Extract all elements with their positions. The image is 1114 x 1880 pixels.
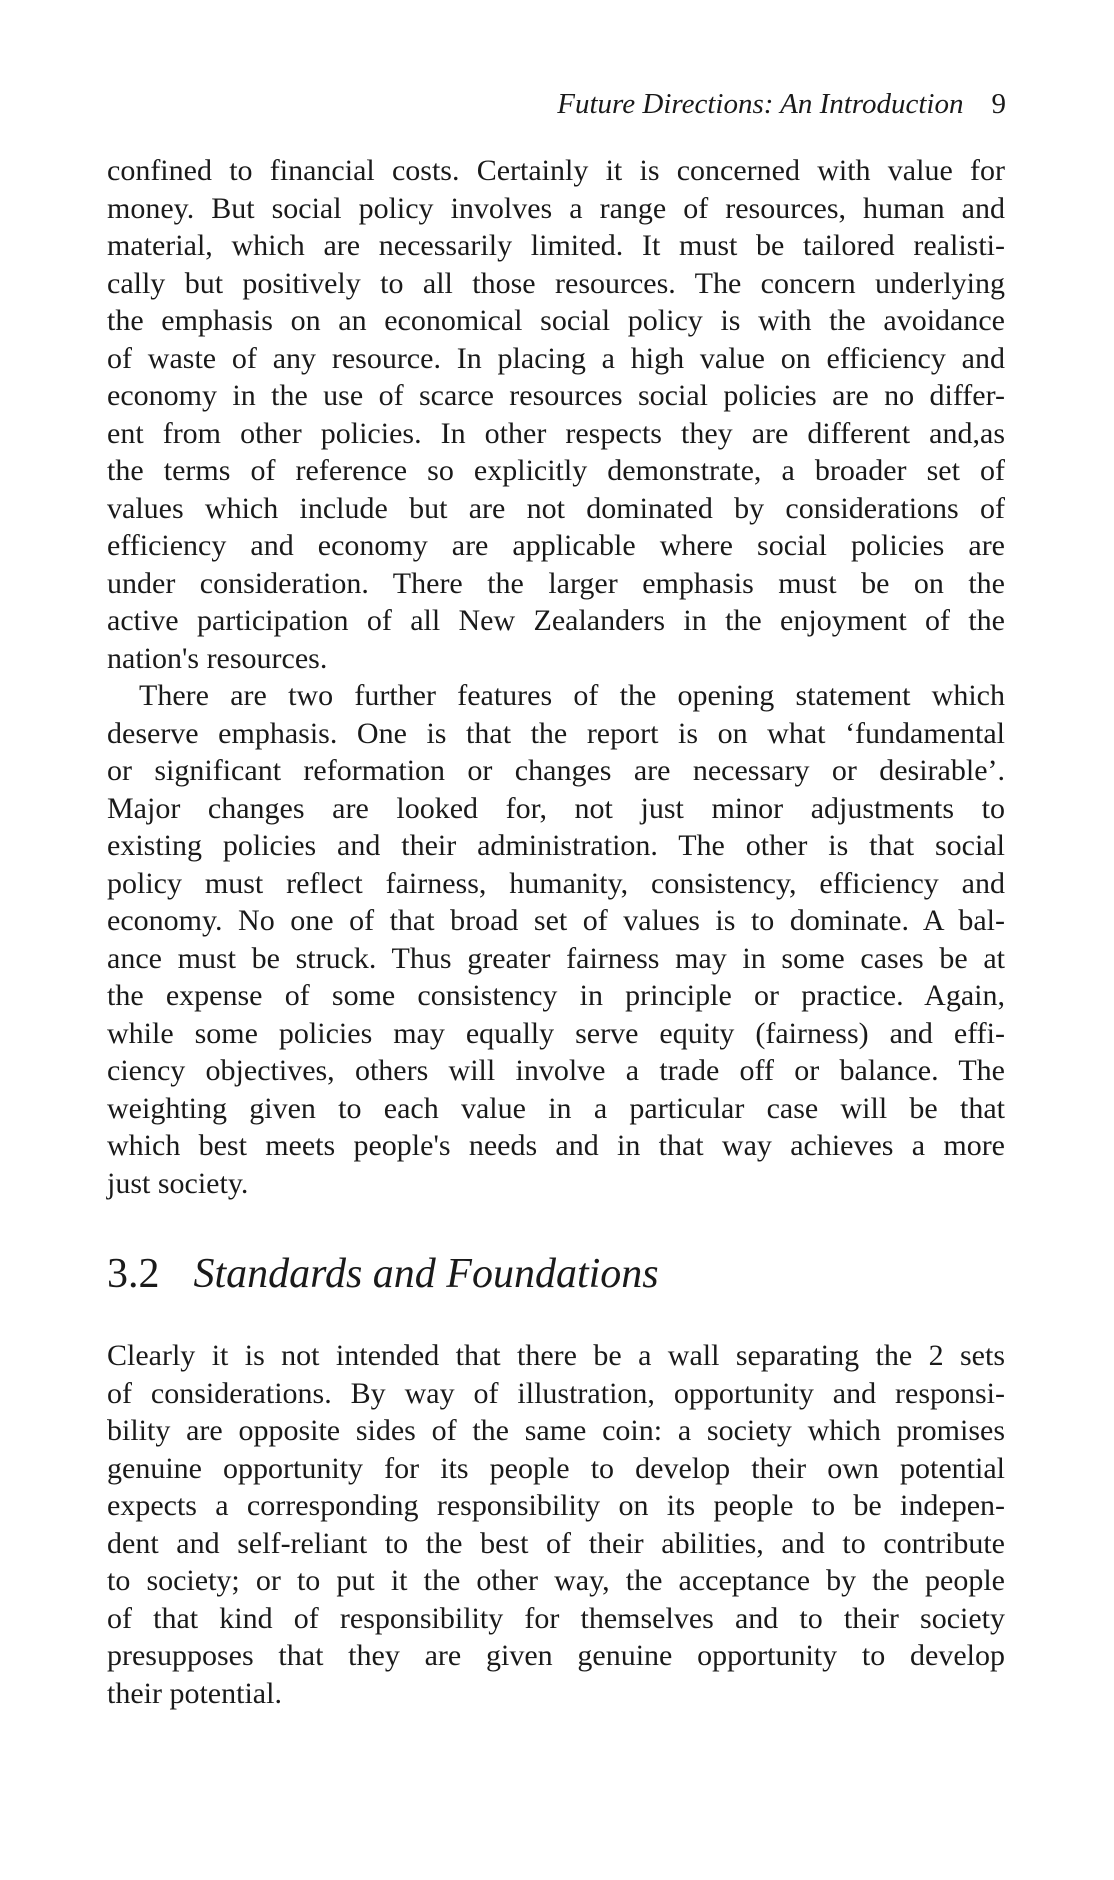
text-line: to society; or to put it the other way, the acceptance by the people [107,1564,1005,1597]
text-line: genuine opportunity for its people to develop their own potential [107,1451,1005,1485]
text-line: There are two further features of the opening statement which [139,679,1005,712]
text-line: nation's resources. [107,641,328,675]
text-line: their potential. [107,1676,282,1710]
running-title: Future Directions: An Introduction [557,88,964,120]
text-line: cally but positively to all those resources. The concern underlying [107,266,1005,300]
text-line: existing policies and their administration. The other is that social [107,829,1005,862]
paragraph-1 [107,152,1005,677]
section-heading [107,1250,659,1298]
section-paragraph [107,1337,1005,1712]
text-line: under consideration. There the larger emphasis must be on the [107,566,1005,600]
text-line: ciency objectives, others will involve a trade off or balance. The [107,1054,1005,1087]
section-number: 3.2 [107,1251,160,1297]
running-header [557,88,1006,121]
text-line: the emphasis on an economical social policy is with the avoidance [107,304,1005,337]
text-line: bility are opposite sides of the same coin: a society which promises [107,1414,1005,1447]
text-line: economy. No one of that broad set of values is to dominate. A bal- [107,904,1005,937]
text-line: which best meets people's needs and in that way achieves a more [107,1129,1005,1162]
text-line: ance must be struck. Thus greater fairness may in some cases be at [107,941,1005,975]
text-line: the terms of reference so explicitly demonstrate, a broader set of [107,454,1005,487]
text-line: values which include but are not dominated by considerations of [107,491,1005,525]
text-line: ent from other policies. In other respects they are different and,as [107,416,1005,450]
text-line: policy must reflect fairness, humanity, consistency, efficiency and [107,866,1005,900]
text-line: of waste of any resource. In placing a high value on efficiency and [107,341,1005,375]
section-title: Standards and Foundations [193,1251,659,1297]
text-line: money. But social policy involves a range of resources, human and [107,191,1005,225]
page-number: 9 [991,88,1006,120]
paragraph-2 [107,677,1005,1202]
text-line: or significant reformation or changes are necessary or desirable’. [107,754,1005,787]
text-line: deserve emphasis. One is that the report is on what ‘fundamental [107,716,1005,750]
text-line: the expense of some consistency in principle or practice. Again, [107,979,1005,1012]
text-line: of considerations. By way of illustration, opportunity and responsi- [107,1376,1005,1410]
text-line: economy in the use of scarce resources social policies are no differ- [107,379,1005,412]
text-line: confined to financial costs. Certainly it is concerned with value for [107,154,1005,187]
text-line: presupposes that they are given genuine opportunity to develop [107,1639,1005,1672]
text-line: Clearly it is not intended that there be a wall separating the 2 sets [107,1339,1005,1372]
text-line: of that kind of responsibility for themselves and to their society [107,1601,1005,1635]
text-line: dent and self-reliant to the best of their abilities, and to contribute [107,1526,1005,1560]
text-line: just society. [107,1166,249,1200]
text-line: while some policies may equally serve equity (fairness) and effi- [107,1016,1005,1050]
text-line: Major changes are looked for, not just minor adjustments to [107,791,1005,825]
text-line: material, which are necessarily limited. It must be tailored realisti- [107,229,1005,262]
text-line: expects a corresponding responsibility on its people to be indepen- [107,1489,1005,1522]
text-line: active participation of all New Zealanders in the enjoyment of the [107,604,1005,637]
text-line: efficiency and economy are applicable where social policies are [107,529,1005,562]
text-line: weighting given to each value in a particular case will be that [107,1091,1005,1125]
